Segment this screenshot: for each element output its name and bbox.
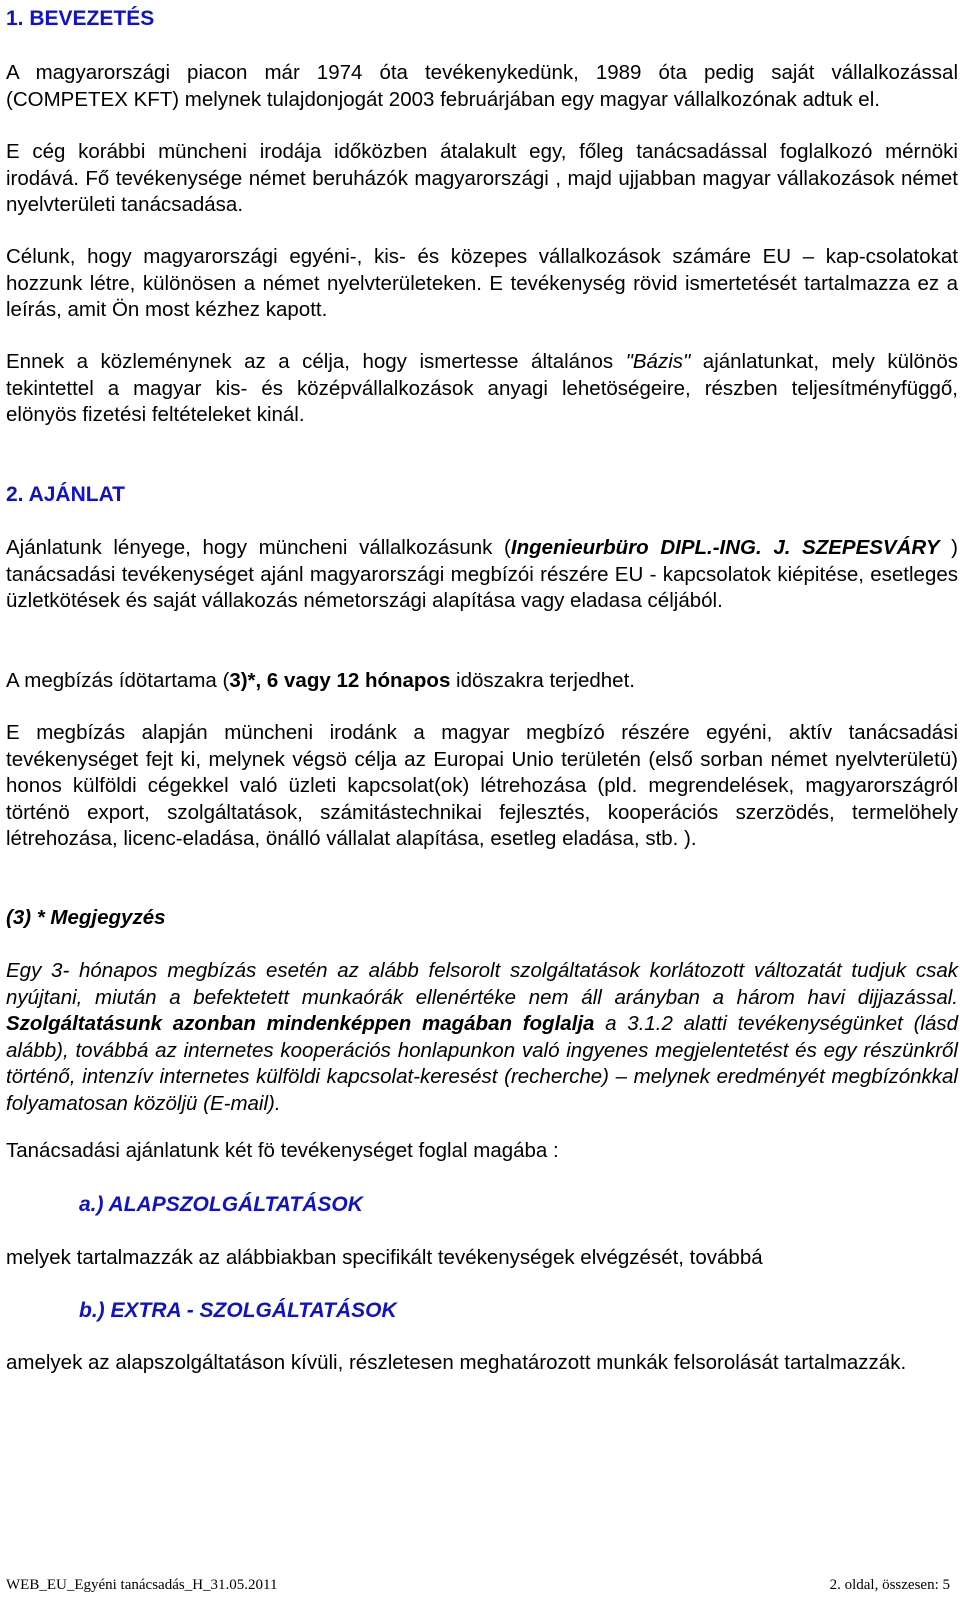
footer-filename: WEB_EU_Egyéni tanácsadás_H_31.05.2011 [6, 1577, 278, 1593]
note-heading: (3) * Megjegyzés [6, 906, 166, 929]
firm-name: Ingenieurbüro DIPL.-ING. J. SZEPESVÁRY [510, 536, 940, 559]
note-emphasis: Szolgáltatásunk azonban mindenképpen magában foglalja [6, 1012, 595, 1035]
purpose-text-start: Ennek a közleménynek az a célja, hogy ismertesse általános [6, 350, 626, 373]
mandate-paragraph: E megbízás alapján müncheni irodánk a magyar megbízó részére egyéni, aktív tanácsadási tevékenységet fejt ki, melynek végsö célja az Europai Unio területén (első sorban német nyelvterületü) honos külföldi cégekkel való üzleti kapcsolat(ok) létrehozása (pld. megrendelések, magyarországról történö export, szolgáltatások, számitástechnikai fejlesztés, kooperációs szerzödés, termelöhely létrehozása, licenc-eladása, önálló vállalat alapítása, esetleg eladása, stb. ). [6, 721, 958, 850]
note-text-start: Egy 3- hónapos megbízás esetén az alább felsorolt szolgáltatások korlátozott változatát tudjuk csak nyújtani, miután a befektetett munkaórák ellenértéke nem áll arányban a három havi dijjazással. [6, 959, 958, 1009]
section-1-heading: 1. BEVEZETÉS [6, 7, 155, 30]
basic-services-heading: a.) ALAPSZOLGÁLTATÁSOK [79, 1193, 363, 1216]
offer-paragraph [6, 535, 958, 615]
document-page [6, 0, 958, 1597]
duration-paragraph [6, 668, 958, 695]
note-text-end: a 3.1.2 alatti tevékenységünket (lásd alább), továbbá az internetes kooperációs honlapunkon való ingyenes megjelentetést és egy részünkről történő, intenzív internetes külföldi kapcsolat-keresést (recherche) – melynek eredményét megbízónkkal folyamatosan közöljü (E-mail). [6, 1012, 958, 1115]
purpose-text-end: ajánlatunkat, mely különös tekintettel a magyar kis- és középvállalkozások anyagi lehetöségeire, részben teljesítményfüggő, elönyös fizetési feltételeket kinál. [6, 350, 958, 426]
intro-paragraph: A magyarországi piacon már 1974 óta tevékenykedünk, 1989 óta pedig saját vállalkozással (COMPETEX KFT) melynek tulajdonjogát 2003 februárjában egy magyar vállalkozónak adtuk el. [6, 61, 958, 111]
basic-services-text: melyek tartalmazzák az alábbiakban specifikált tevékenységek elvégzését, továbbá [6, 1246, 763, 1269]
extra-services-text: amelyek az alapszolgáltatáson kívüli, részletesen meghatározott munkák felsorolását tartalmazzák. [6, 1351, 907, 1374]
services-intro: Tanácsadási ajánlatunk két fö tevékenységet foglal magába : [6, 1139, 559, 1162]
extra-services-heading: b.) EXTRA - SZOLGÁLTATÁSOK [79, 1299, 397, 1322]
offer-text-end: ) tanácsadási tevékenységet ajánl magyarországi megbízói részére EU - kapcsolatok kiépitése, esetleges üzletkötések és saját vállakozás németországi alapítása vagy eladasa céljából. [6, 536, 958, 612]
duration-text-start: A megbízás ídötartama ( [6, 669, 230, 692]
office-paragraph-text: E cég korábbi müncheni irodája időközben átalakult egy, főleg tanácsadással foglalkozó mérnöki irodává. [6, 140, 958, 190]
footer-page-number: 2. oldal, összesen: 5 [829, 1577, 950, 1593]
basis-quote: "Bázis" [625, 350, 691, 373]
duration-text-end: idöszakra terjedhet. [450, 669, 635, 692]
section-2-heading: 2. AJÁNLAT [6, 483, 126, 506]
goal-paragraph: Célunk, hogy magyarországi egyéni-, kis- és közepes vállalkozások számáre EU – kap-csolatokat hozzunk létre, különösen a német nyelvterületeken. E tevékenység rövid ismertetését tartalmazza ez a leírás, amit Ön most kézhez kapott. [6, 245, 958, 321]
duration-value: 3)*, 6 vagy 12 hónapos [229, 669, 451, 692]
offer-text-start: Ajánlatunk lényege, hogy müncheni vállalkozásunk ( [6, 536, 511, 559]
office-paragraph [6, 139, 958, 219]
note-paragraph [6, 958, 958, 1117]
purpose-paragraph [6, 349, 958, 429]
office-paragraph-activity: Fő tevékenysége német beruházók magyarországi , majd ujjabban magyar vállakozások német nyelvterületi tanácsadása. [6, 166, 958, 216]
